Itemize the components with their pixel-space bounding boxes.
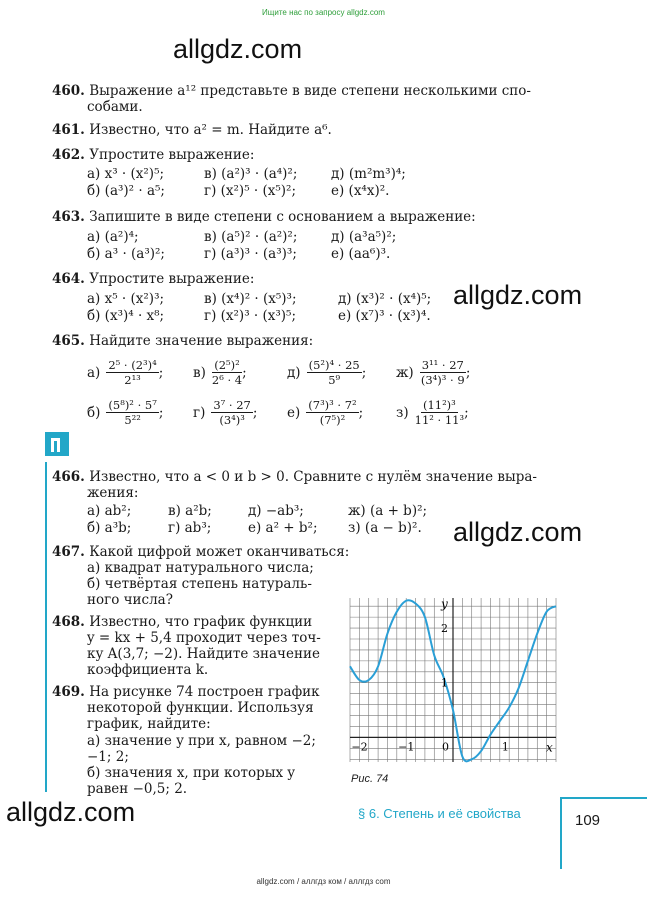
problem-text-cont: некоторой функции. Используя bbox=[87, 700, 314, 716]
header-note: Ищите нас по запросу allgdz.com bbox=[262, 8, 385, 17]
problem-467 bbox=[52, 544, 349, 560]
denominator: 5⁹ bbox=[328, 373, 341, 387]
punct: ; bbox=[465, 364, 471, 381]
fraction-item bbox=[87, 358, 163, 387]
item: г) (x²)⁵ · (x⁵)²; bbox=[204, 183, 296, 199]
problem-text-cont: ного числа? bbox=[87, 592, 173, 608]
fraction-item bbox=[287, 398, 363, 427]
problem-text-cont: коэффициента k. bbox=[87, 662, 209, 678]
punct: ; bbox=[361, 364, 367, 381]
item-label: е) bbox=[287, 404, 301, 421]
item: б) (x³)⁴ · x⁸; bbox=[87, 308, 165, 324]
item: з) (a − b)². bbox=[348, 520, 422, 536]
fraction bbox=[212, 358, 242, 387]
item: ж) (a + b)²; bbox=[348, 503, 428, 519]
denominator: 5²² bbox=[124, 413, 141, 427]
problem-text-cont: −1; 2; bbox=[87, 749, 129, 765]
problem-460 bbox=[52, 83, 531, 99]
footer-rule bbox=[560, 797, 562, 869]
item: е) (x⁴x)². bbox=[331, 183, 390, 199]
fraction bbox=[106, 358, 158, 387]
numerator: 3⁷ · 27 bbox=[213, 398, 251, 412]
problem-title: Упростите выражение: bbox=[89, 147, 255, 163]
section-title: § 6. Степень и её свойства bbox=[358, 806, 521, 821]
fraction-item bbox=[287, 358, 366, 387]
fraction-item bbox=[396, 398, 469, 427]
page-number: 109 bbox=[575, 812, 601, 829]
item: д) −ab³; bbox=[248, 503, 304, 519]
item: б) (a³)² · a⁵; bbox=[87, 183, 165, 199]
problem-464 bbox=[52, 271, 254, 287]
problem-number: 461. bbox=[52, 122, 85, 138]
problem-text-cont: собами. bbox=[87, 99, 143, 115]
origin-label: 0 bbox=[442, 740, 449, 754]
section-marker bbox=[45, 432, 69, 456]
problem-text-cont: равен −0,5; 2. bbox=[87, 781, 188, 797]
numerator: (7³)³ · 7² bbox=[308, 398, 357, 412]
numerator: 2⁵ · (2³)⁴ bbox=[108, 358, 157, 372]
problem-text-cont: график, найдите: bbox=[87, 716, 211, 732]
problem-463 bbox=[52, 209, 476, 225]
item: в) (a⁵)² · (a²)²; bbox=[204, 229, 298, 245]
denominator: 11² · 11³ bbox=[414, 413, 465, 427]
problem-text: Известно, что график функции bbox=[89, 614, 313, 630]
denominator: 2⁶ · 4 bbox=[211, 373, 243, 387]
item-label: з) bbox=[396, 404, 409, 421]
denominator: 2¹³ bbox=[124, 373, 141, 387]
problem-number: 469. bbox=[52, 684, 85, 700]
problem-461 bbox=[52, 122, 332, 138]
item-label: в) bbox=[193, 364, 206, 381]
x-tick-label: −2 bbox=[351, 740, 368, 754]
denominator: (3⁴)³ bbox=[219, 413, 245, 427]
punct: ; bbox=[158, 364, 164, 381]
problem-number: 465. bbox=[52, 333, 85, 349]
item-label: ж) bbox=[396, 364, 414, 381]
problem-number: 467. bbox=[52, 544, 85, 560]
y-tick-label: 2 bbox=[441, 622, 448, 636]
denominator: (3⁴)³ · 9 bbox=[420, 373, 465, 387]
footer-links: allgdz.com / аллгдз ком / аллгдз com bbox=[256, 877, 391, 886]
problem-number: 466. bbox=[52, 469, 85, 485]
problem-468 bbox=[52, 614, 312, 630]
problem-text-cont: б) четвёртая степень натураль- bbox=[87, 576, 312, 592]
problem-number: 468. bbox=[52, 614, 85, 630]
fraction bbox=[306, 398, 358, 427]
fraction-item bbox=[396, 358, 470, 387]
item: а) ab²; bbox=[87, 503, 132, 519]
problem-text: Выражение a¹² представьте в виде степени несколькими спо- bbox=[89, 83, 531, 99]
item: а) x⁵ · (x²)³; bbox=[87, 291, 165, 307]
problem-text-cont: ку A(3,7; −2). Найдите значение bbox=[87, 646, 320, 662]
problem-title: Упростите выражение: bbox=[89, 271, 255, 287]
item: д) (x³)² · (x⁴)⁵; bbox=[338, 291, 432, 307]
fraction-item bbox=[193, 398, 257, 427]
item: е) (x⁷)³ · (x³)⁴. bbox=[338, 308, 431, 324]
item: г) (x²)³ · (x³)⁵; bbox=[204, 308, 296, 324]
item-label: г) bbox=[193, 404, 206, 421]
problem-465 bbox=[52, 333, 313, 349]
item: б) a³ · (a³)²; bbox=[87, 246, 165, 262]
watermark: allgdz.com bbox=[173, 34, 303, 64]
problem-466 bbox=[52, 469, 537, 485]
watermark: allgdz.com bbox=[453, 280, 583, 310]
x-tick-label: −1 bbox=[398, 740, 415, 754]
item: д) (a³a⁵)²; bbox=[331, 229, 397, 245]
problem-462 bbox=[52, 147, 254, 163]
item: г) ab³; bbox=[168, 520, 212, 536]
y-tick-label: 1 bbox=[441, 676, 448, 690]
problem-number: 464. bbox=[52, 271, 85, 287]
figure-caption: Рис. 74 bbox=[351, 773, 389, 785]
item: г) (a³)³ · (a³)³; bbox=[204, 246, 297, 262]
fraction bbox=[106, 398, 158, 427]
fraction bbox=[415, 398, 464, 427]
watermark: allgdz.com bbox=[6, 797, 136, 827]
item: е) (aa⁶)³. bbox=[331, 246, 391, 262]
problem-text-cont: б) значения x, при которых y bbox=[87, 765, 296, 781]
y-axis-label: y bbox=[441, 597, 448, 611]
numerator: (11²)³ bbox=[422, 398, 456, 412]
problem-title: Найдите значение выражения: bbox=[89, 333, 314, 349]
problem-number: 460. bbox=[52, 83, 85, 99]
fraction bbox=[211, 398, 253, 427]
item-label: б) bbox=[87, 404, 101, 421]
problem-text-cont: а) квадрат натурального числа; bbox=[87, 560, 314, 576]
fraction bbox=[420, 358, 466, 387]
item-label: а) bbox=[87, 364, 101, 381]
item: е) a² + b²; bbox=[248, 520, 318, 536]
x-tick-label: 1 bbox=[501, 740, 509, 754]
item-label: д) bbox=[287, 364, 301, 381]
problem-number: 462. bbox=[52, 147, 85, 163]
problem-469 bbox=[52, 684, 320, 700]
punct: ; bbox=[252, 404, 258, 421]
fraction bbox=[307, 358, 362, 387]
x-axis-label: x bbox=[546, 740, 553, 755]
problem-number: 463. bbox=[52, 209, 85, 225]
problem-text: Известно, что a² = m. Найдите a⁶. bbox=[89, 122, 332, 138]
problem-text: Известно, что a < 0 и b > 0. Сравните с нулём значение выра- bbox=[89, 469, 537, 485]
fraction-item bbox=[87, 398, 163, 427]
numerator: (5²)⁴ · 25 bbox=[308, 358, 360, 372]
function-graph bbox=[342, 590, 564, 770]
problem-text: Какой цифрой может оканчиваться: bbox=[89, 544, 350, 560]
item: д) (m²m³)⁴; bbox=[331, 166, 406, 182]
item: в) (a²)³ · (a⁴)²; bbox=[204, 166, 298, 182]
item: б) a³b; bbox=[87, 520, 132, 536]
watermark: allgdz.com bbox=[453, 517, 583, 547]
item: в) (x⁴)² · (x⁵)³; bbox=[204, 291, 297, 307]
problem-text: На рисунке 74 построен график bbox=[89, 684, 320, 700]
margin-bar bbox=[45, 462, 47, 792]
item: а) (a²)⁴; bbox=[87, 229, 139, 245]
numerator: 3¹¹ · 27 bbox=[421, 358, 464, 372]
item: а) x³ · (x²)⁵; bbox=[87, 166, 165, 182]
punct: ; bbox=[242, 364, 247, 381]
item: в) a²b; bbox=[168, 503, 212, 519]
problem-text-cont: а) значение y при x, равном −2; bbox=[87, 733, 316, 749]
problem-text-cont: y = kx + 5,4 проходит через точ- bbox=[87, 630, 321, 646]
punct: ; bbox=[158, 404, 164, 421]
numerator: (2⁵)² bbox=[214, 358, 240, 372]
denominator: (7⁵)² bbox=[319, 413, 346, 427]
footer-rule bbox=[560, 797, 647, 799]
fraction-item bbox=[193, 358, 247, 387]
punct: ; bbox=[464, 404, 469, 421]
punct: ; bbox=[358, 404, 364, 421]
problem-text-cont: жения: bbox=[87, 485, 139, 501]
problem-title: Запишите в виде степени с основанием a выражение: bbox=[89, 209, 476, 225]
numerator: (5⁸)² · 5⁷ bbox=[108, 398, 157, 412]
